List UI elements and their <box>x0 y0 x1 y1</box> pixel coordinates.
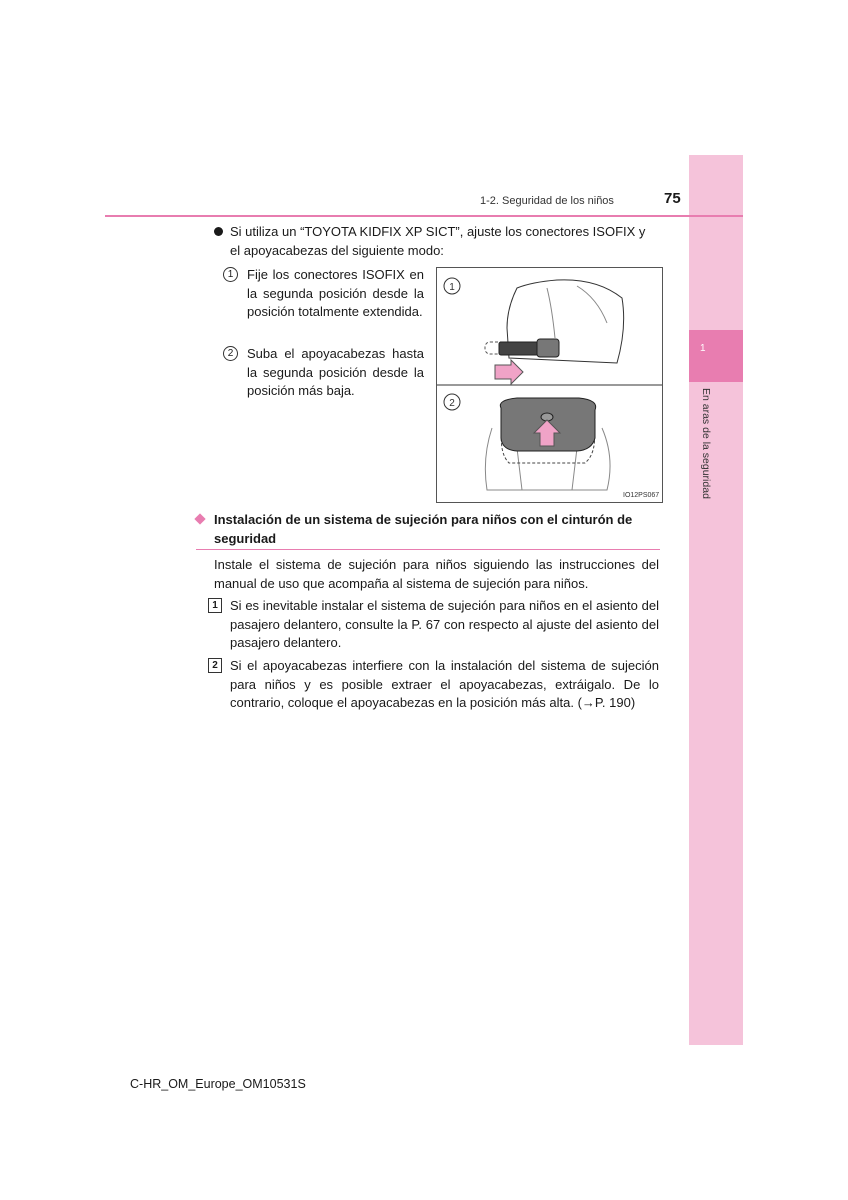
numbered-item-2 <box>208 657 659 713</box>
numbered-item-1 <box>208 597 659 653</box>
step-text: Fije los conectores ISOFIX en la segunda posición desde la posición totalmente extendida. <box>247 267 424 319</box>
chapter-title: En aras de la seguridad <box>700 388 712 499</box>
panel-label-2: 2 <box>449 398 455 409</box>
bullet-dot-icon <box>214 227 223 236</box>
illustration-figure <box>436 267 663 503</box>
step-marker: 2 <box>223 346 238 361</box>
header-rule <box>105 215 743 217</box>
step-text: Suba el apoyacabezas hasta la segunda posición desde la posición más baja. <box>247 346 424 398</box>
diamond-icon <box>194 513 205 524</box>
item-number-box: 1 <box>208 598 222 613</box>
bullet-text: Si utiliza un “TOYOTA KIDFIX XP SICT”, ajuste los conectores ISOFIX y el apoyacabezas del siguiente modo: <box>230 224 646 258</box>
section-heading-text: Instalación de un sistema de sujeción para niños con el cinturón de seguridad <box>214 512 633 546</box>
step-2 <box>223 345 424 401</box>
item-text: Si es inevitable instalar el sistema de sujeción para niños en el asiento del pasajero delantero, consulte la P. 67 con respecto al ajuste del asiento del pasajero delantero. <box>230 598 659 650</box>
item-text: Si el apoyacabezas interfiere con la instalación del sistema de sujeción para niños y es posible extraer el apoyacabezas, extráigalo. De lo contrario, coloque el apoyacabezas en la posición más alta. (→P. 190) <box>230 658 659 710</box>
heading-rule <box>196 549 660 550</box>
chapter-side-tab <box>689 155 743 1045</box>
item-number-box: 2 <box>208 658 222 673</box>
panel-label-1: 1 <box>449 282 455 293</box>
figure-caption: IO12PS067 <box>623 492 660 499</box>
bullet-item <box>214 223 659 260</box>
chapter-tab-active[interactable] <box>689 330 743 382</box>
chapter-number: 1 <box>700 343 706 354</box>
page-number: 75 <box>664 190 681 207</box>
document-code: C-HR_OM_Europe_OM10531S <box>130 1077 306 1091</box>
section-intro: Instale el sistema de sujeción para niños siguiendo las instrucciones del manual de uso que acompaña al sistema de sujeción para niños. <box>214 557 659 591</box>
section-title: 1-2. Seguridad de los niños <box>480 195 614 207</box>
arrow-right-icon <box>495 360 523 384</box>
isofix-headrest-illustration <box>437 268 662 502</box>
step-1 <box>223 266 424 322</box>
step-marker: 1 <box>223 267 238 282</box>
section-heading <box>196 511 660 548</box>
